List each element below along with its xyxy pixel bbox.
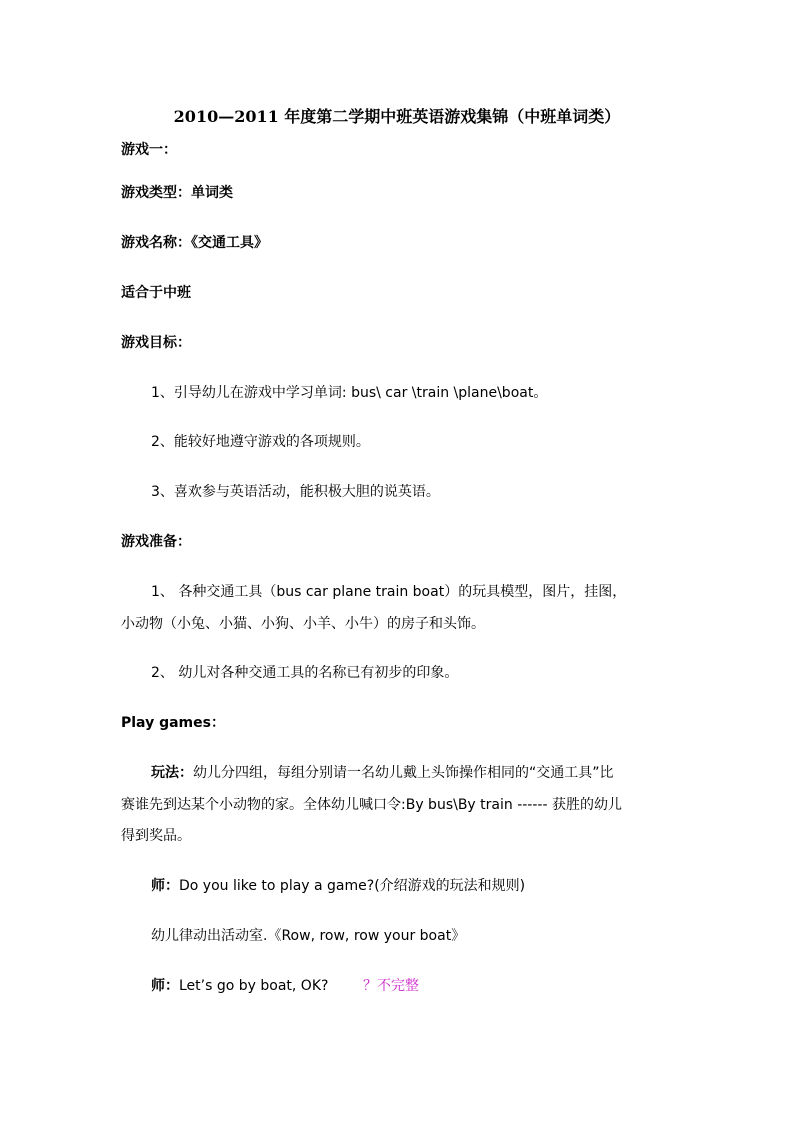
rules-text: 幼儿分四组，每组分别请一名幼儿戴上头饰操作相同的“交通工具”比 xyxy=(193,765,614,781)
teacher-speech: Let’s go by boat, OK? xyxy=(179,978,329,994)
teacher-label: 师： xyxy=(151,878,179,894)
rules-line-2: 赛谁先到达某个小动物的家。全体幼儿喊口令:By bus\By train ------ 获胜的幼儿 xyxy=(121,797,622,813)
prep-item-1: 1、 各种交通工具（bus car plane train boat）的玩具模型，图片，挂图， xyxy=(151,584,627,600)
goal-item: 1、引导幼儿在游戏中学习单词: bus\ car \train \plane\boat。 xyxy=(151,385,548,401)
goals-heading: 游戏目标： xyxy=(121,335,191,351)
teacher-label: 师： xyxy=(151,978,179,994)
teacher-speech: Do you like to play a game?(介绍游戏的玩法和规则) xyxy=(179,878,526,894)
rules-line-3: 得到奖品。 xyxy=(121,828,191,844)
prep-item-1-continued: 小动物（小兔、小猫、小狗、小羊、小牛）的房子和头饰。 xyxy=(121,616,485,632)
children-line: 幼儿律动出活动室.《Row, row, row your boat》 xyxy=(151,928,466,944)
teacher-line-2 xyxy=(151,976,328,996)
game-number-heading: 游戏一： xyxy=(121,142,177,158)
rules-label: 玩法： xyxy=(151,765,193,781)
suitable-for: 适合于中班 xyxy=(121,285,191,301)
rules-paragraph xyxy=(151,763,614,783)
game-type: 游戏类型：单词类 xyxy=(121,185,233,201)
goal-item: 3、喜欢参与英语活动，能积极大胆的说英语。 xyxy=(151,484,440,500)
prep-item-2: 2、 幼儿对各种交通工具的名称已有初步的印象。 xyxy=(151,665,459,681)
incomplete-note: ？不完整 xyxy=(363,978,419,994)
document-title: 2010—2011 年度第二学期中班英语游戏集锦（中班单词类） xyxy=(173,107,621,126)
teacher-line-1 xyxy=(151,876,525,896)
game-name: 游戏名称：《交通工具》 xyxy=(121,235,268,251)
play-games-heading: Play games： xyxy=(121,715,225,731)
prep-heading: 游戏准备： xyxy=(121,534,191,550)
goal-item: 2、能较好地遵守游戏的各项规则。 xyxy=(151,434,370,450)
